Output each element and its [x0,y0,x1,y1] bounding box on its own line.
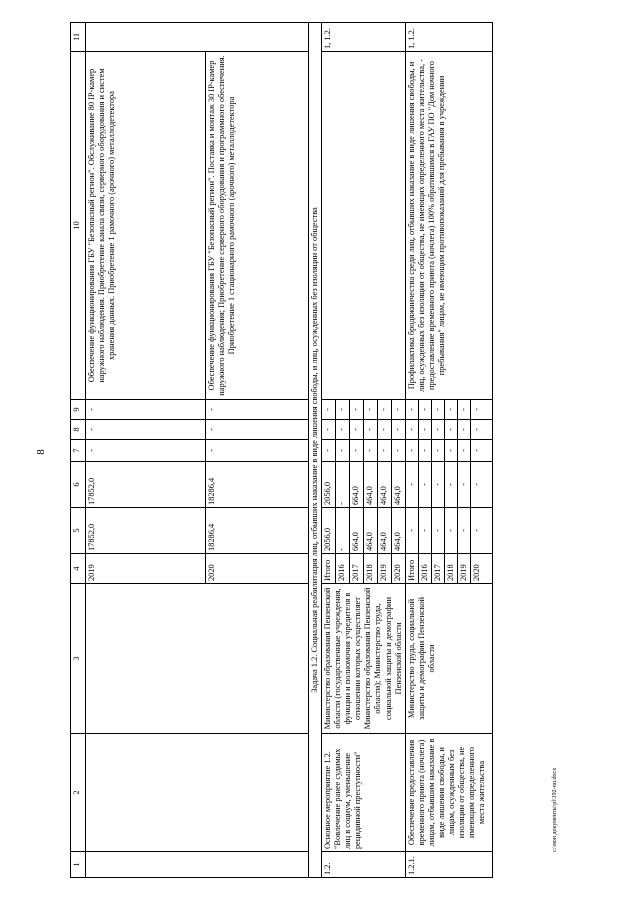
year-cell: 2016 [336,554,350,584]
year-cell: 2020 [206,554,309,584]
header-cell: 9 [71,400,86,420]
value-cell: - [363,440,377,462]
value-cell: 2056,0 [322,462,336,508]
value-cell: - [405,440,418,462]
value-cell: - [444,508,457,554]
value-cell: - [471,440,493,462]
header-cell: 5 [71,508,86,554]
value-cell: - [391,440,405,462]
value-cell: - [405,508,418,554]
result-text: Обеспечение функционирования ГБУ "Безопасный регион". Поставка и монтаж 30 IP-камер наружного наблюдения; Приобретение серверного оборудования и программного обеспечения. Приобретение 1 стационарного рамочного (арочного) металлодетектора [206,52,309,400]
value-cell: - [86,400,206,420]
value-cell: - [418,462,431,508]
value-cell: 18286,4 [206,508,309,554]
year-cell: 2019 [86,554,206,584]
value-cell: - [444,440,457,462]
task-title: Задача 1.2. Социальная реабилитация лиц, отбывших наказание в виде лишения свободы, и лиц, осужденных без изоляции от общества [309,23,322,878]
header-cell: 1 [71,852,86,878]
value-cell: 464,0 [363,508,377,554]
value-cell: - [444,420,457,440]
item-number: 1.2.1. [405,852,492,878]
value-cell: - [322,440,336,462]
item-name: Обеспечение предоставления временного приюта (ночлега) лицам, отбывшим наказание в виде лишения свободы, и лицам, осужденным без изоляции от общества, не имеющим определенного места жительства [405,734,492,852]
value-cell: - [418,440,431,462]
value-cell: - [418,400,431,420]
value-cell: - [206,420,309,440]
year-cell: 2016 [418,554,431,584]
item-name: Основное мероприятие 1.2. "Вовлечение ранее судимых лиц в социум, уменьшение рецидивной преступности" [322,734,406,852]
executor: Министерство труда, социальной защиты и демографии Пензенской области [405,584,492,734]
value-cell: 464,0 [391,462,405,508]
year-cell: Итого [322,554,336,584]
year-cell: 2017 [349,554,363,584]
value-cell: - [471,400,493,420]
year-cell: 2019 [377,554,391,584]
value-cell: - [391,400,405,420]
value-cell: - [444,462,457,508]
header-cell: 6 [71,462,86,508]
value-cell: - [458,420,471,440]
value-cell: - [349,420,363,440]
value-cell: - [336,420,350,440]
year-cell: 2020 [391,554,405,584]
value-cell: - [349,400,363,420]
value-cell: - [336,440,350,462]
value-cell: - [431,508,444,554]
value-cell: - [86,420,206,440]
year-cell: 2018 [363,554,377,584]
value-cell: - [377,440,391,462]
value-cell: 664,0 [349,462,363,508]
header-row [71,23,86,878]
value-cell: - [363,420,377,440]
value-cell: - [431,440,444,462]
value-cell: - [458,508,471,554]
executor: Министерство образования Пензенской области (государственные учреждения, функции и полномочия учредителя в отношении которых осуществляет Министерство образования Пензенской области); Министерство труда, социальной защиты и демографии Пензенской области [322,584,406,734]
table-row [405,23,418,878]
indicator-ref: 1, 1.2. [405,23,492,52]
empty-cell [86,584,309,734]
empty-cell [322,52,406,400]
value-cell: - [391,420,405,440]
value-cell: - [405,400,418,420]
value-cell: - [363,400,377,420]
empty-cell [86,852,309,878]
value-cell: - [458,462,471,508]
value-cell: - [471,462,493,508]
value-cell: - [405,420,418,440]
header-cell: 8 [71,420,86,440]
header-cell: 11 [71,23,86,52]
item-number: 1.2. [322,852,406,878]
indicator-ref: 1, 1.2. [322,23,406,52]
result-text: Профилактика бродяжничества среди лиц, отбывших наказание в виде лишения свободы, и лиц, осужденных без изоляции от общества, не имеющих определенного места жительства, - предоставление временного приюта (ночлега) 100% обратившимся в ГАУ ПО "Дом ночного пребывания" лицам, не имеющим противопоказаний для пребывания в учреждении [405,52,492,400]
page-number: 8 [34,449,47,455]
value-cell: - [322,400,336,420]
value-cell: - [471,420,493,440]
value-cell: 2056,0 [322,508,336,554]
value-cell: - [458,400,471,420]
value-cell: 17852,0 [86,508,206,554]
footer-file-path: c:\мои документы\pl\192-пп.docx [552,767,558,852]
value-cell: 17852,0 [86,462,206,508]
header-cell: 2 [71,734,86,852]
value-cell: 464,0 [363,462,377,508]
value-cell: - [431,462,444,508]
empty-cell [86,734,309,852]
task-row [309,23,322,878]
value-cell: - [206,400,309,420]
year-cell: Итого [405,554,418,584]
value-cell: - [431,420,444,440]
value-cell: - [458,440,471,462]
header-cell: 4 [71,554,86,584]
value-cell: - [336,400,350,420]
table-row [86,23,206,878]
header-cell: 10 [71,52,86,400]
table-row [322,23,336,878]
value-cell: - [418,420,431,440]
value-cell: - [418,508,431,554]
value-cell: - [377,400,391,420]
value-cell: - [405,462,418,508]
value-cell: 664,0 [349,508,363,554]
value-cell: - [471,508,493,554]
year-cell: 2020 [471,554,493,584]
value-cell: - [444,400,457,420]
result-text: Обеспечение функционирования ГБУ "Безопасный регион". Обслуживание 80 IP-камер наружного наблюдения. Приобретение канала связи, серверного оборудования и систем хранения данных. Приобретение 1 рамочного (арочного) металлодетектора [86,52,206,400]
program-table [70,22,493,878]
value-cell: - [322,420,336,440]
value-cell: - [336,508,350,554]
value-cell: 464,0 [377,508,391,554]
value-cell: 18286,4 [206,462,309,508]
rotated-table-page [70,23,600,878]
value-cell: - [431,400,444,420]
header-cell: 7 [71,440,86,462]
value-cell: 464,0 [377,462,391,508]
value-cell: - [377,420,391,440]
year-cell: 2018 [444,554,457,584]
value-cell: - [206,440,309,462]
value-cell: 464,0 [391,508,405,554]
value-cell: - [336,462,350,508]
year-cell: 2019 [458,554,471,584]
value-cell: - [349,440,363,462]
empty-cell [86,23,309,52]
value-cell: - [86,440,206,462]
header-cell: 3 [71,584,86,734]
year-cell: 2017 [431,554,444,584]
